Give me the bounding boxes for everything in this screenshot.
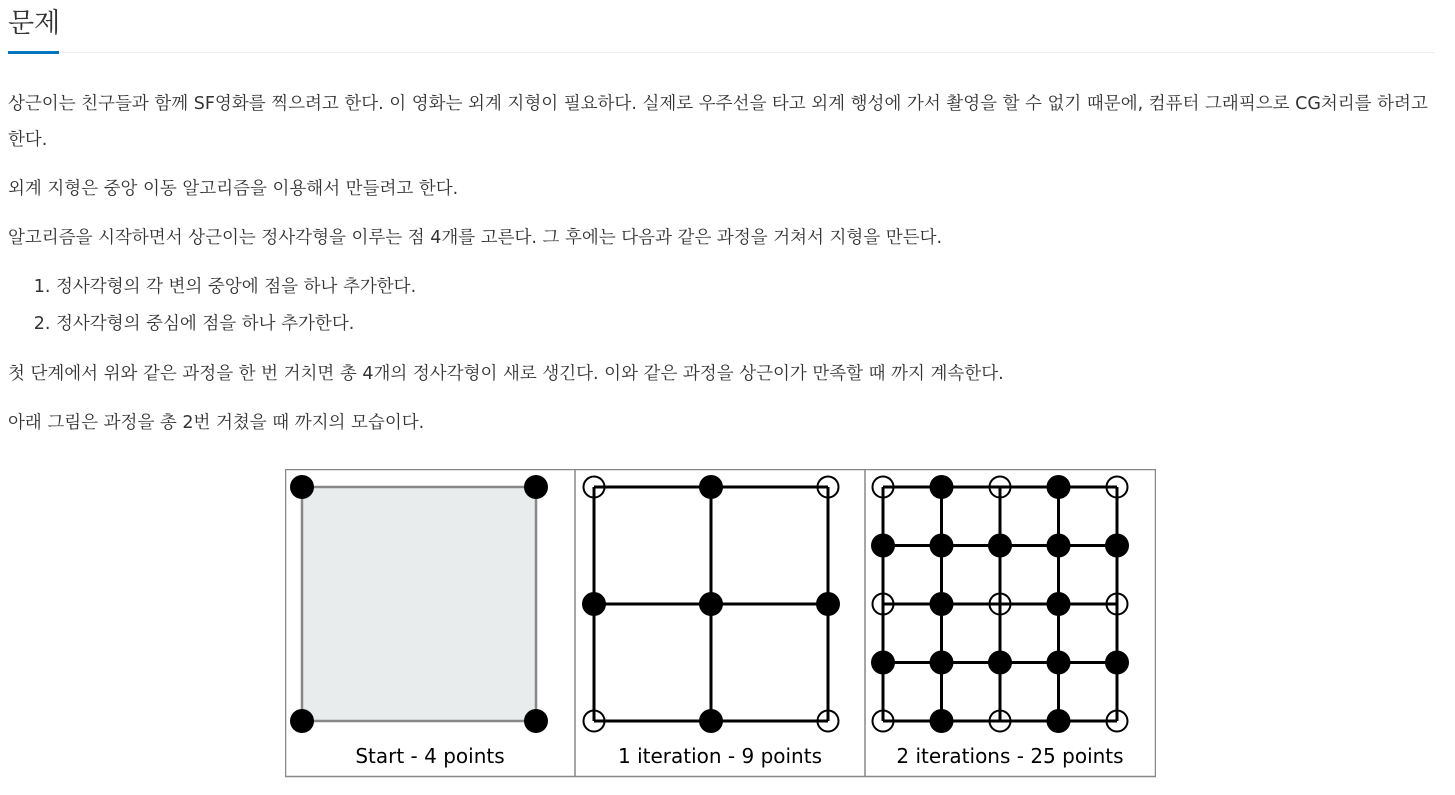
paragraph-algorithm: 외계 지형은 중앙 이동 알고리즘을 이용해서 만들려고 한다.: [8, 179, 459, 199]
point-new: [816, 592, 840, 616]
point-new: [988, 651, 1012, 675]
point-new: [699, 592, 723, 616]
section-title-underline: [8, 51, 59, 54]
point-new: [930, 651, 954, 675]
point-new: [290, 709, 314, 733]
steps-list: [8, 269, 1433, 343]
caption-start: Start - 4 points: [355, 744, 505, 768]
caption-iteration-2: 2 iterations - 25 points: [896, 744, 1124, 768]
point-new: [1047, 651, 1071, 675]
point-new: [290, 475, 314, 499]
step-item: 1. 정사각형의 각 변의 중앙에 점을 하나 추가한다.: [56, 269, 1433, 306]
point-new: [1047, 592, 1071, 616]
problem-description: [8, 86, 1433, 454]
panel-start: [290, 475, 548, 733]
point-new: [1047, 709, 1071, 733]
point-new: [699, 475, 723, 499]
paragraph-start: 알고리즘을 시작하면서 상근이는 정사각형을 이루는 점 4개를 고른다. 그 후에는 다음과 같은 과정을 거쳐서 지형을 만든다.: [8, 228, 943, 248]
paragraph-iteration: 첫 단계에서 위와 같은 과정을 한 번 거치면 총 4개의 정사각형이 새로 생긴다. 이와 같은 과정을 상근이가 만족할 때 까지 계속한다.: [8, 364, 1004, 384]
point-new: [1047, 475, 1071, 499]
point-new: [988, 534, 1012, 558]
caption-iteration-1: 1 iteration - 9 points: [617, 744, 823, 768]
paragraph-intro: 상근이는 친구들과 함께 SF영화를 찍으려고 한다. 이 영화는 외계 지형이 필요하다. 실제로 우주선을 타고 외계 행성에 가서 촬영을 할 수 없기 때문에, 컴퓨터 그래픽으로 CG처리를 하려고 한다.: [8, 94, 1428, 150]
point-new: [1105, 534, 1129, 558]
point-new: [1047, 534, 1071, 558]
midpoint-displacement-figure: [285, 469, 1156, 778]
point-new: [930, 592, 954, 616]
section-title: 문제: [8, 8, 61, 39]
point-new: [524, 709, 548, 733]
point-new: [699, 709, 723, 733]
point-new: [871, 651, 895, 675]
step-item: 2. 정사각형의 중심에 점을 하나 추가한다.: [56, 306, 1433, 343]
point-new: [930, 475, 954, 499]
point-new: [582, 592, 606, 616]
problem-header: [8, 0, 1435, 53]
paragraph-figure-intro: 아래 그림은 과정을 총 2번 거쳤을 때 까지의 모습이다.: [8, 413, 425, 433]
point-new: [930, 534, 954, 558]
point-new: [524, 475, 548, 499]
figure-svg: [285, 469, 1156, 778]
point-new: [930, 709, 954, 733]
start-square: [302, 487, 536, 721]
point-new: [871, 534, 895, 558]
point-new: [1105, 651, 1129, 675]
